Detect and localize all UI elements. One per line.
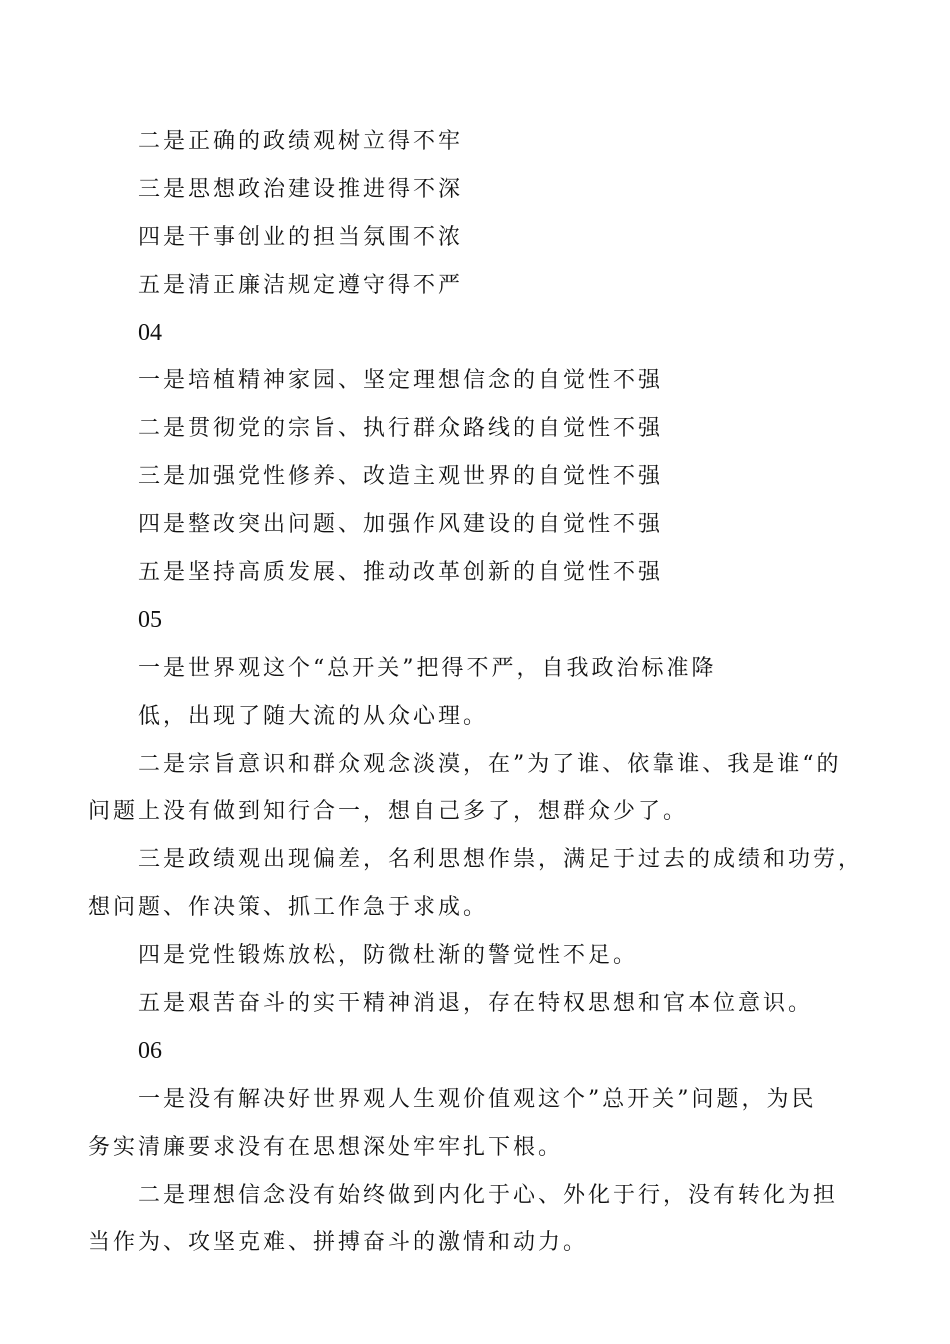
- text-line: 四是党性锻炼放松，防微杜渐的警觉性不足。: [138, 943, 639, 969]
- paragraph: [88, 1172, 878, 1268]
- paragraph: [88, 357, 878, 405]
- paragraph: [88, 932, 878, 980]
- paragraph: [88, 693, 878, 741]
- text-line: 想问题、作决策、抓工作急于求成。: [88, 895, 489, 921]
- text-line: 问题上没有做到知行合一，想自己多了，想群众少了。: [88, 799, 689, 825]
- text-line: 一是培植精神家园、坚定理想信念的自觉性不强: [138, 368, 664, 394]
- paragraph: [88, 405, 878, 453]
- text-line: 04: [138, 319, 162, 346]
- paragraph: [88, 118, 878, 166]
- paragraph: [88, 501, 878, 549]
- paragraph: [88, 549, 878, 597]
- text-line: 四是干事创业的担当氛围不浓: [138, 224, 464, 250]
- text-line: 五是艰苦奋斗的实干精神消退，存在特权思想和官本位意识。: [138, 991, 814, 1017]
- paragraph: [88, 836, 878, 932]
- text-line: 一是没有解决好世界观人生观价值观这个”总开关”问题，为民: [138, 1086, 817, 1112]
- text-line: 四是整改突出问题、加强作风建设的自觉性不强: [138, 512, 664, 538]
- text-line: 当作为、攻坚克难、拼搏奋斗的激情和动力。: [88, 1230, 589, 1256]
- paragraph: [88, 166, 878, 214]
- text-line: 五是坚持高质发展、推动改革创新的自觉性不强: [138, 560, 664, 586]
- text-line: 五是清正廉洁规定遵守得不严: [138, 272, 464, 298]
- text-line: 三是思想政治建设推进得不深: [138, 176, 464, 202]
- paragraph: [88, 214, 878, 262]
- text-line: 二是贯彻党的宗旨、执行群众路线的自觉性不强: [138, 416, 664, 442]
- paragraph: [88, 741, 878, 837]
- text-line: 一是世界观这个“总开关”把得不严，自我政治标准降: [138, 655, 717, 681]
- paragraph: [88, 980, 878, 1028]
- text-line: 三是政绩观出现偏差，名利思想作祟，满足于过去的成绩和功劳，: [138, 847, 864, 873]
- text-line: 三是加强党性修养、改造主观世界的自觉性不强: [138, 464, 664, 490]
- text-line: 二是正确的政绩观树立得不牢: [138, 129, 464, 154]
- paragraph: [88, 453, 878, 501]
- section-number: [88, 1028, 878, 1076]
- text-line: 05: [138, 606, 162, 633]
- paragraph: [88, 1076, 878, 1172]
- text-line: 务实清廉要求没有在思想深处牢牢扎下根。: [88, 1134, 564, 1160]
- section-number: [88, 310, 878, 358]
- paragraph: [88, 645, 878, 693]
- text-line: 06: [138, 1037, 162, 1064]
- text-line: 二是理想信念没有始终做到内化于心、外化于行，没有转化为担: [138, 1182, 839, 1208]
- text-line: 二是宗旨意识和群众观念淡漠，在”为了谁、依靠谁、我是谁“的: [138, 751, 842, 777]
- text-line: 低，出现了随大流的从众心理。: [138, 703, 489, 729]
- document-body: [88, 118, 878, 1267]
- paragraph: [88, 262, 878, 310]
- section-number: [88, 597, 878, 645]
